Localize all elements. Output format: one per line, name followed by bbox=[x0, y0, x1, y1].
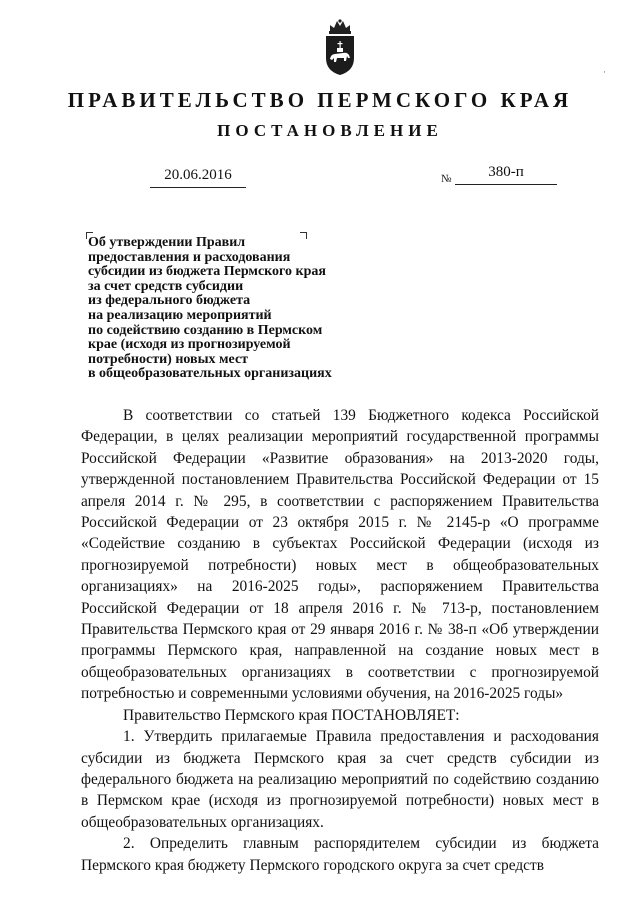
document-body bbox=[81, 405, 599, 876]
subject-line: потребности) новых мест bbox=[88, 351, 249, 367]
subject-line: субсидии из бюджета Пермского края bbox=[88, 264, 326, 280]
subject-line: за счет средств субсидии bbox=[88, 278, 244, 294]
subject-line: в общеобразовательных организациях bbox=[88, 366, 332, 382]
subject-line: крае (исходя из прогнозируемой bbox=[88, 337, 291, 353]
document-type: ПОСТАНОВЛЕНИЕ bbox=[217, 121, 443, 140]
number-label: № bbox=[441, 173, 452, 185]
corner-mark: · bbox=[603, 67, 606, 77]
preamble-paragraph: В соответствии со статьей 139 Бюджетного кодекса Российской Федерации, в целях реализации мероприятий государственной программы Российской Федерации «Развитие образования» на 2013-2020 годы, утвержденной постановлением Правительства Российской Федерации от 15 апреля 2014 г. № 295, в соответствии с распоряжением Правительства Российской Федерации от 23 октября 2015 г. № 2145-р «О программе «Содействие созданию в субъектах Российской Федерации (исходя из прогнозируемой потребности) новых мест в общеобразовательных организациях» на 2016-2025 годы», распоряжением Правительства Российской Федерации от 18 апреля 2016 г. № 713-р, постановлением Правительства Пермского края от 29 января 2016 г. № 38-п «Об утверждении программы Пермского края, направленной на создание новых мест в общеобразовательных организациях в соответствии с прогнозируемой потребностью и современными условиями обучения, на 2016-2025 годы» bbox=[81, 407, 599, 703]
document-subject bbox=[88, 236, 378, 382]
government-title: ПРАВИТЕЛЬСТВО ПЕРМСКОГО КРАЯ bbox=[67, 88, 573, 112]
subject-line: по содействию созданию в Пермском bbox=[88, 322, 323, 338]
subject-line: предоставления и расходования bbox=[88, 249, 291, 265]
document-number: 380-п bbox=[455, 164, 557, 185]
clause-2-paragraph: 2. Определить главным распорядителем субсидии из бюджета Пермского края бюджету Пермского городского округа за счет средств bbox=[81, 835, 599, 874]
subject-line: из федерального бюджета bbox=[88, 293, 251, 309]
subject-line: Об утверждении Правил bbox=[88, 235, 246, 250]
coat-of-arms-icon bbox=[321, 18, 359, 76]
clause-1-paragraph: 1. Утвердить прилагаемые Правила предоставления и расходования субсидии из бюджета Пермского края за счет средств субсидии из федерального бюджета на реализацию мероприятий по содействию созданию в Пермском крае (исходя из прогнозируемой потребности) новых мест в общеобразовательных организациях. bbox=[81, 728, 599, 831]
resolution-paragraph: Правительство Пермского края ПОСТАНОВЛЯЕТ: bbox=[123, 706, 460, 724]
subject-line: на реализацию мероприятий bbox=[88, 307, 272, 323]
document-date: 20.06.2016 bbox=[150, 167, 246, 188]
